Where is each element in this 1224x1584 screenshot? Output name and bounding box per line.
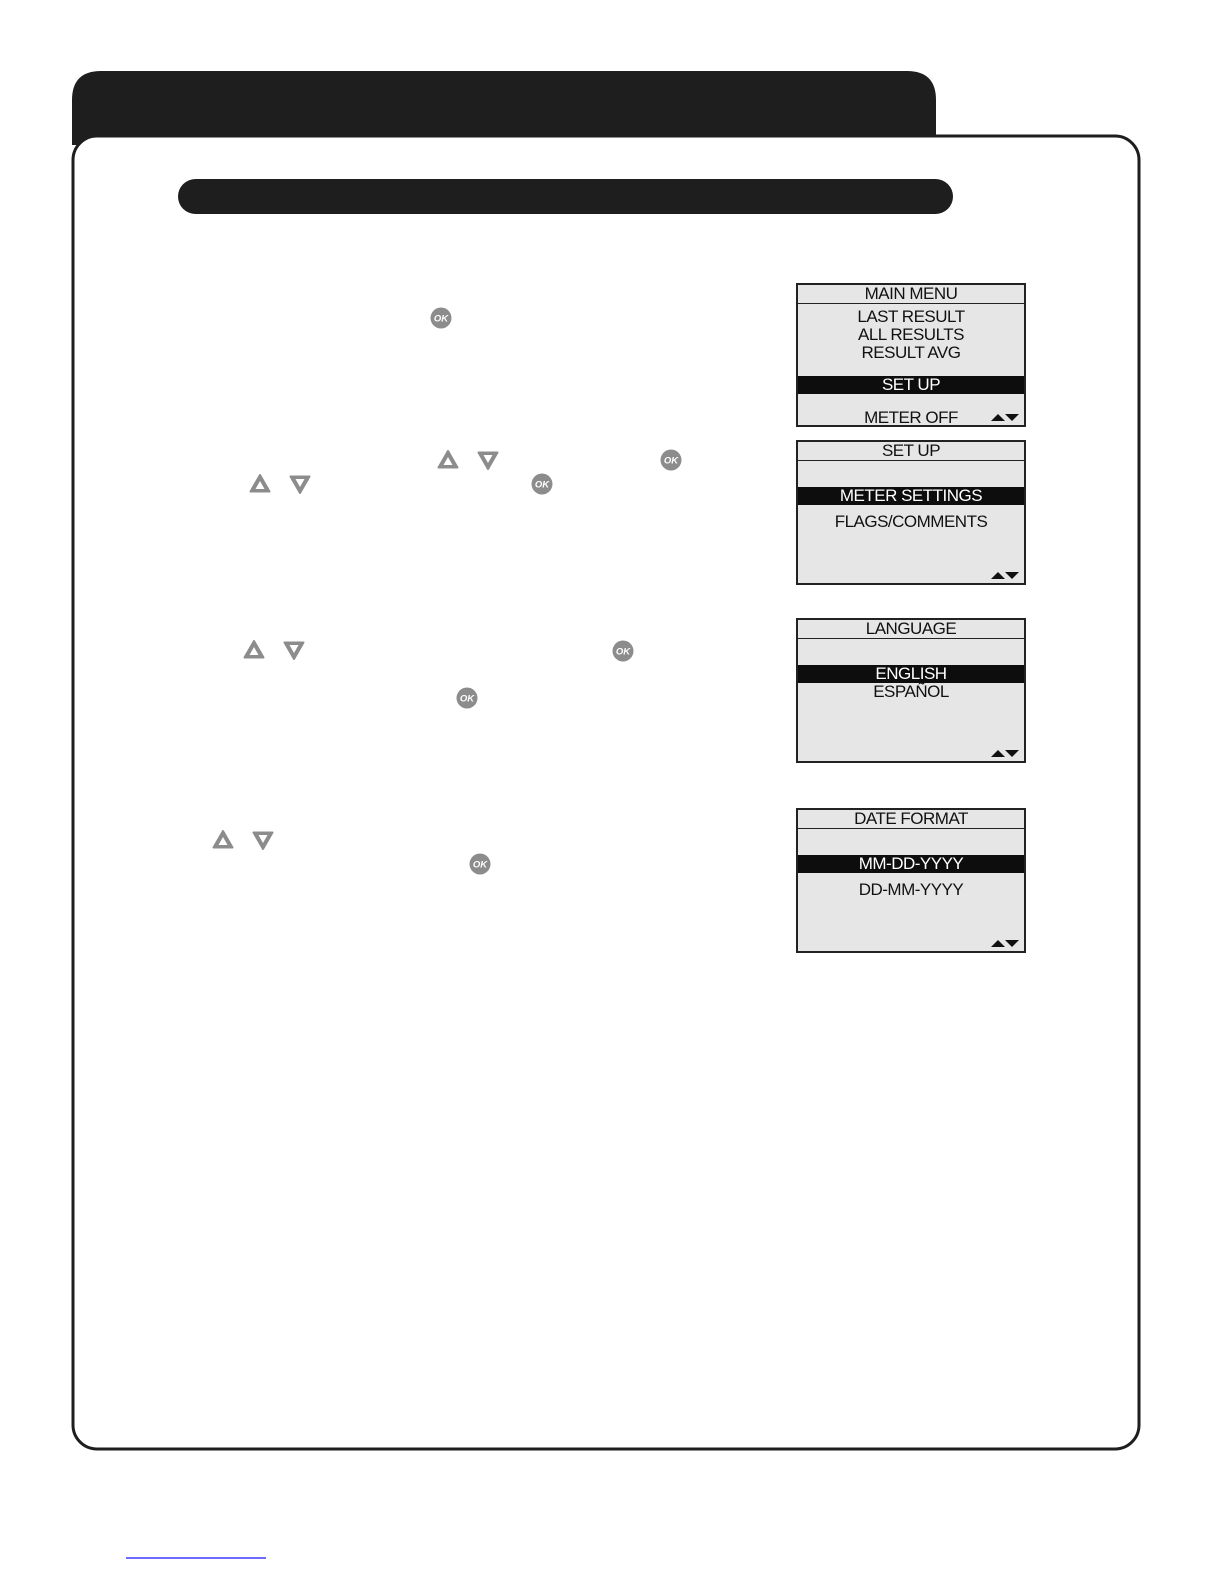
menu-item-meter-off: METER OFF — [864, 408, 958, 427]
lcd-title: DATE FORMAT — [798, 810, 1024, 829]
menu-item-all-results: ALL RESULTS — [858, 325, 964, 344]
lcd-set-up — [796, 440, 1026, 585]
scroll-arrows-icon — [990, 412, 1020, 422]
up-arrow-button-icon — [248, 472, 272, 496]
svg-text:OK: OK — [534, 479, 550, 491]
ok-button-icon — [429, 306, 453, 330]
svg-text:OK: OK — [615, 646, 631, 658]
down-arrow-button-icon — [476, 448, 500, 472]
menu-item-english-selected: ENGLISH — [798, 665, 1024, 683]
lcd-main-menu — [796, 283, 1026, 427]
lcd-date-format — [796, 808, 1026, 953]
header-tab — [72, 71, 936, 145]
menu-item-result-avg: RESULT AVG — [861, 343, 961, 362]
menu-item-espanol: ESPAÑOL — [873, 682, 949, 701]
ok-button-icon — [468, 852, 492, 876]
lcd-language — [796, 618, 1026, 763]
down-arrow-button-icon — [251, 828, 275, 852]
ok-button-icon — [659, 448, 683, 472]
down-arrow-button-icon — [282, 638, 306, 662]
lcd-title: LANGUAGE — [798, 620, 1024, 639]
scroll-arrows-icon — [990, 570, 1020, 580]
section-header-bar — [178, 179, 953, 214]
svg-text:OK: OK — [663, 455, 679, 467]
menu-item-flags-comments: FLAGS/COMMENTS — [834, 512, 988, 531]
ok-button-icon — [611, 639, 635, 663]
ok-button-icon — [530, 472, 554, 496]
lcd-title: SET UP — [798, 442, 1024, 461]
up-arrow-button-icon — [436, 448, 460, 472]
up-arrow-button-icon — [242, 638, 266, 662]
ok-button-icon — [455, 686, 479, 710]
menu-item-meter-settings-selected: METER SETTINGS — [798, 487, 1024, 505]
svg-text:OK: OK — [472, 859, 488, 871]
scroll-arrows-icon — [990, 748, 1020, 758]
menu-item-set-up-selected: SET UP — [798, 376, 1024, 394]
menu-item-mm-dd-yyyy-selected: MM-DD-YYYY — [798, 855, 1024, 873]
menu-item-last-result: LAST RESULT — [857, 307, 965, 326]
down-arrow-button-icon — [288, 472, 312, 496]
menu-item-dd-mm-yyyy: DD-MM-YYYY — [858, 880, 964, 899]
svg-text:OK: OK — [433, 313, 449, 325]
up-arrow-button-icon — [211, 828, 235, 852]
lcd-title: MAIN MENU — [798, 285, 1024, 304]
svg-text:OK: OK — [459, 693, 475, 705]
scroll-arrows-icon — [990, 938, 1020, 948]
